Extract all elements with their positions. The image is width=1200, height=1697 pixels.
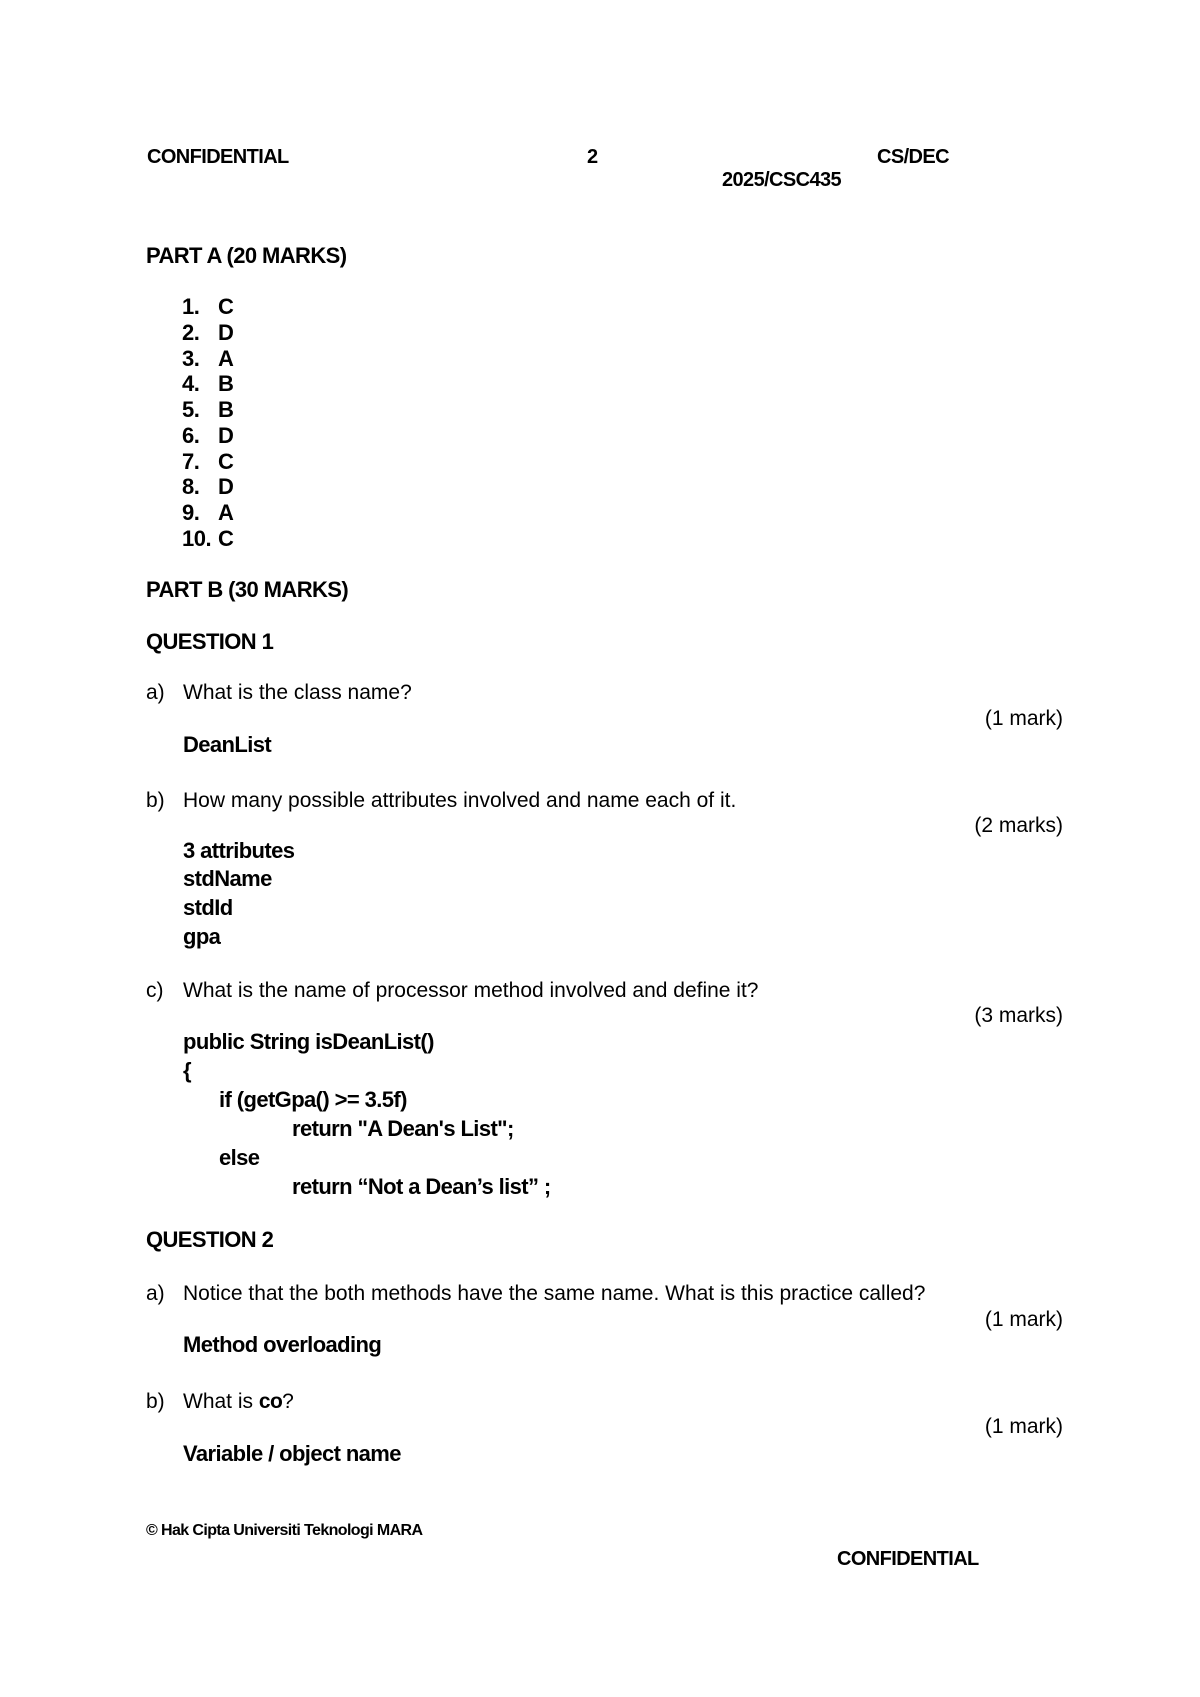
code-line: else — [219, 1145, 260, 1170]
list-item: 6. D — [182, 423, 234, 448]
list-item: 2. D — [182, 320, 234, 345]
list-item: 5. B — [182, 397, 234, 422]
code-line: return "A Dean's List"; — [292, 1116, 514, 1141]
q1c-marks: (3 marks) — [974, 1004, 1063, 1027]
q1b-marks: (2 marks) — [974, 814, 1063, 837]
part-a-title: PART A (20 MARKS) — [146, 243, 347, 268]
page-number: 2 — [587, 146, 598, 168]
q1b-question: How many possible attributes involved and name each of it. — [183, 789, 737, 812]
q2b-question-prefix: What is — [183, 1390, 259, 1413]
list-item: 4. B — [182, 371, 234, 396]
header-confidential: CONFIDENTIAL — [147, 146, 289, 168]
list-item: 9. A — [182, 500, 234, 525]
q1b-label: b) — [146, 789, 165, 812]
footer-confidential: CONFIDENTIAL — [837, 1548, 979, 1570]
q1a-label: a) — [146, 681, 165, 704]
q1a-answer: DeanList — [183, 732, 272, 757]
code-line: if (getGpa() >= 3.5f) — [219, 1087, 407, 1112]
footer-copyright: © Hak Cipta Universiti Teknologi MARA — [146, 1522, 423, 1539]
q1b-answer-line: 3 attributes — [183, 838, 295, 863]
q2b-question-term: co — [258, 1390, 283, 1413]
q1b-answer-line: gpa — [183, 924, 221, 949]
course-code-line1: CS/DEC — [877, 146, 949, 168]
q2a-label: a) — [146, 1282, 165, 1305]
q1c-label: c) — [146, 979, 164, 1002]
q2b-answer: Variable / object name — [183, 1441, 401, 1466]
code-line: public String isDeanList() — [183, 1029, 434, 1054]
list-item: 1. C — [182, 294, 234, 319]
course-code-line2: 2025/CSC435 — [722, 169, 842, 191]
list-item: 8. D — [182, 474, 234, 499]
q2b-label: b) — [146, 1390, 165, 1413]
q2b-marks: (1 mark) — [984, 1415, 1063, 1438]
code-line: { — [183, 1058, 191, 1083]
part-b-title: PART B (30 MARKS) — [146, 577, 349, 602]
code-line: return “Not a Dean’s list” ; — [292, 1174, 551, 1199]
q2b-question-suffix: ? — [282, 1390, 294, 1413]
list-item: 7. C — [182, 449, 234, 474]
q2a-marks: (1 mark) — [984, 1308, 1063, 1331]
q2a-question: Notice that the both methods have the same name. What is this practice called? — [183, 1282, 926, 1305]
question-1-title: QUESTION 1 — [146, 629, 274, 654]
q2a-answer: Method overloading — [183, 1332, 382, 1357]
list-item: 3. A — [182, 346, 234, 371]
q1b-answer-line: stdName — [183, 866, 272, 891]
q1c-question: What is the name of processor method involved and define it? — [183, 979, 759, 1002]
q1a-question: What is the class name? — [183, 681, 412, 704]
question-2-title: QUESTION 2 — [146, 1227, 274, 1252]
list-item: 10. C — [182, 526, 234, 551]
q2b-question — [183, 1391, 294, 1412]
q1b-answer-line: stdId — [183, 895, 233, 920]
q1a-marks: (1 mark) — [984, 707, 1063, 730]
